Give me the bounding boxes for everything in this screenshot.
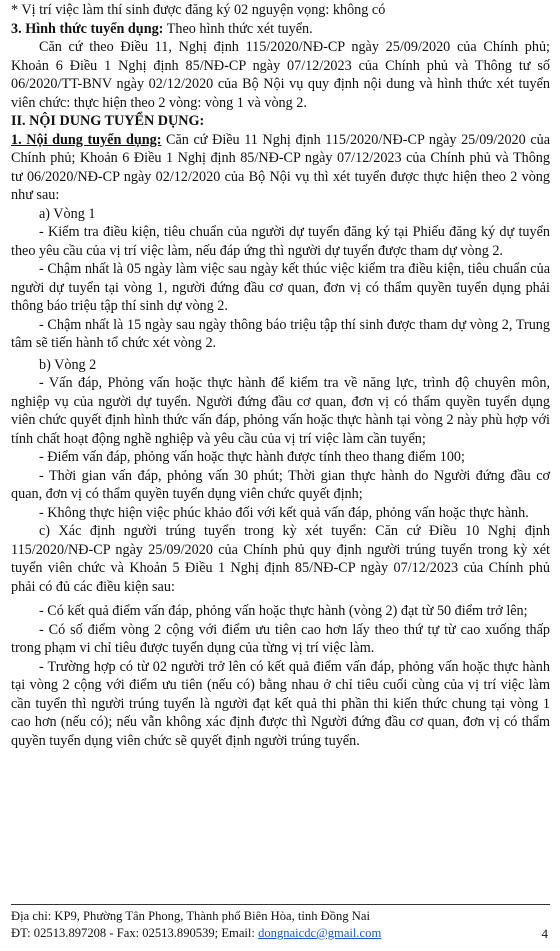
paragraph: * Vị trí việc làm thí sinh được đăng ký 02 nguyện vọng: không có bbox=[11, 2, 386, 18]
paragraph: - Kiểm tra điều kiện, tiêu chuẩn của người dự tuyển đăng ký tại Phiếu đăng ký dự tuyển theo yêu cầu của vị trí việc làm, nếu đáp ứng thì người dự tuyển được tham dự vòng 2. bbox=[11, 224, 550, 259]
paragraph: - Chậm nhất là 15 ngày sau ngày thông báo triệu tập thí sinh được tham dự vòng 2, Trung tâm sẽ tiến hành tổ chức xét vòng 2. bbox=[11, 316, 550, 351]
paragraph: - Không thực hiện việc phúc khảo đối với kết quả vấn đáp, phỏng vấn hoặc thực hành. bbox=[39, 504, 529, 521]
footer-phone: ĐT: 02513.897208 bbox=[11, 926, 107, 940]
section-heading-label: 1. Nội dung tuyển dụng: bbox=[11, 131, 162, 148]
subheading: b) Vòng 2 bbox=[39, 356, 97, 373]
footer-fax: - Fax: 02513.890539; Email: bbox=[109, 926, 255, 940]
footer-contact bbox=[11, 925, 550, 942]
paragraph: - Chậm nhất là 05 ngày làm việc sau ngày kết thúc việc kiểm tra điều kiện, tiêu chuẩn của người dự tuyển tại vòng 1, người đứng đầu cơ quan, đơn vị có thẩm quyền tuyển dụng phải thông báo triệu tập thí sinh dự vòng 2. bbox=[11, 261, 550, 314]
section-heading-label: 3. Hình thức tuyển dụng: bbox=[11, 20, 164, 37]
subheading: a) Vòng 1 bbox=[39, 205, 96, 222]
footer-email-link[interactable]: dongnaicdc@gmail.com bbox=[258, 926, 382, 940]
paragraph: - Điểm vấn đáp, phỏng vấn hoặc thực hành được tính theo thang điểm 100; bbox=[39, 449, 465, 465]
paragraph: Căn cứ theo Điều 11, Nghị định 115/2020/NĐ-CP ngày 25/09/2020 của Chính phủ; Khoản 6 Điều 1 Nghị định 85/NĐ-CP ngày 07/12/2023 của Chính phủ và Thông tư số 06/2020/TT-BNV ngày 02/12/2020 của Bộ Nội vụ quy định nội dung và hình thức xét tuyển viên chức: thực hiện theo 2 vòng: vòng 1 và vòng 2. bbox=[11, 39, 550, 111]
page-number: 4 bbox=[541, 926, 548, 941]
section-heading bbox=[11, 20, 550, 39]
paragraph: - Thời gian vấn đáp, phỏng vấn 30 phút; Thời gian thực hành do Người đứng đầu cơ quan, đơn vị có thẩm quyền tuyển dụng viên chức quyết định; bbox=[11, 467, 550, 502]
paragraph: - Có số điểm vòng 2 cộng với điểm ưu tiên cao hơn lấy theo thứ tự từ cao xuống thấp trong phạm vi chỉ tiêu được tuyển dụng của từng vị trí việc làm. bbox=[11, 621, 550, 656]
paragraph: - Vấn đáp, Phỏng vấn hoặc thực hành để kiểm tra về năng lực, trình độ chuyên môn, nghiệp vụ của người dự tuyển. Người đứng đầu cơ quan, đơn vị có thẩm quyền tuyển dụng viên chức quyết định hình thức vấn đáp, phỏng vấn hoặc thực hành tại vòng 2 này phù hợp với tính chất hoạt động nghề nghiệp và yêu cầu của vị trí việc làm cần tuyển; bbox=[11, 375, 550, 447]
section-heading-text: Theo hình thức xét tuyển. bbox=[163, 20, 313, 37]
section-heading bbox=[11, 131, 550, 205]
paragraph: - Có kết quả điểm vấn đáp, phỏng vấn hoặc thực hành (vòng 2) đạt từ 50 điểm trở lên; bbox=[39, 603, 528, 619]
paragraph: - Trường hợp có từ 02 người trở lên có kết quả điểm vấn đáp, phỏng vấn hoặc thực hành tại vòng 2 cộng với điểm ưu tiên (nếu có) bằng nhau ở chỉ tiêu cuối cùng của vị trí việc làm cần tuyển thì người trúng tuyển là người đạt kết quả thi phần thi kiến thức chung tại vòng 1 cao hơn (nếu có); nếu vẫn không xác định được thì Người đứng đầu cơ quan, đơn vị có thẩm quyền tuyển dụng viên chức sẽ quyết định người trúng tuyển. bbox=[11, 658, 550, 749]
chapter-heading: II. NỘI DUNG TUYỂN DỤNG: bbox=[11, 113, 205, 129]
section-heading-text: Căn cứ Điều 11 Nghị định 115/2020/NĐ-CP ngày 25/09/2020 của Chính phủ; Khoản 6 Điều 1 Nghị định 85/NĐ-CP ngày 07/12/2023 của Chính phủ và Thông tư 06/2020/NĐ-CP ngày 02/12/2020 của Bộ Nội vụ thì xét tuyển được thực hiện theo 2 vòng như sau: bbox=[11, 131, 551, 203]
page-footer bbox=[11, 904, 550, 942]
footer-address: Địa chỉ: KP9, Phường Tân Phong, Thành phố Biên Hòa, tỉnh Đồng Nai bbox=[11, 909, 370, 923]
paragraph: c) Xác định người trúng tuyển trong kỳ xét tuyển: Căn cứ Điều 10 Nghị định 115/2020/NĐ-CP ngày 25/09/2020 của Chính phủ quy định người trúng tuyển trong kỳ xét tuyển viên chức và Khoản 5 Điều 1 Nghị định 85/NĐ-CP ngày 07/12/2023 của Chính phủ phải có đủ các điều kiện sau: bbox=[11, 523, 550, 595]
